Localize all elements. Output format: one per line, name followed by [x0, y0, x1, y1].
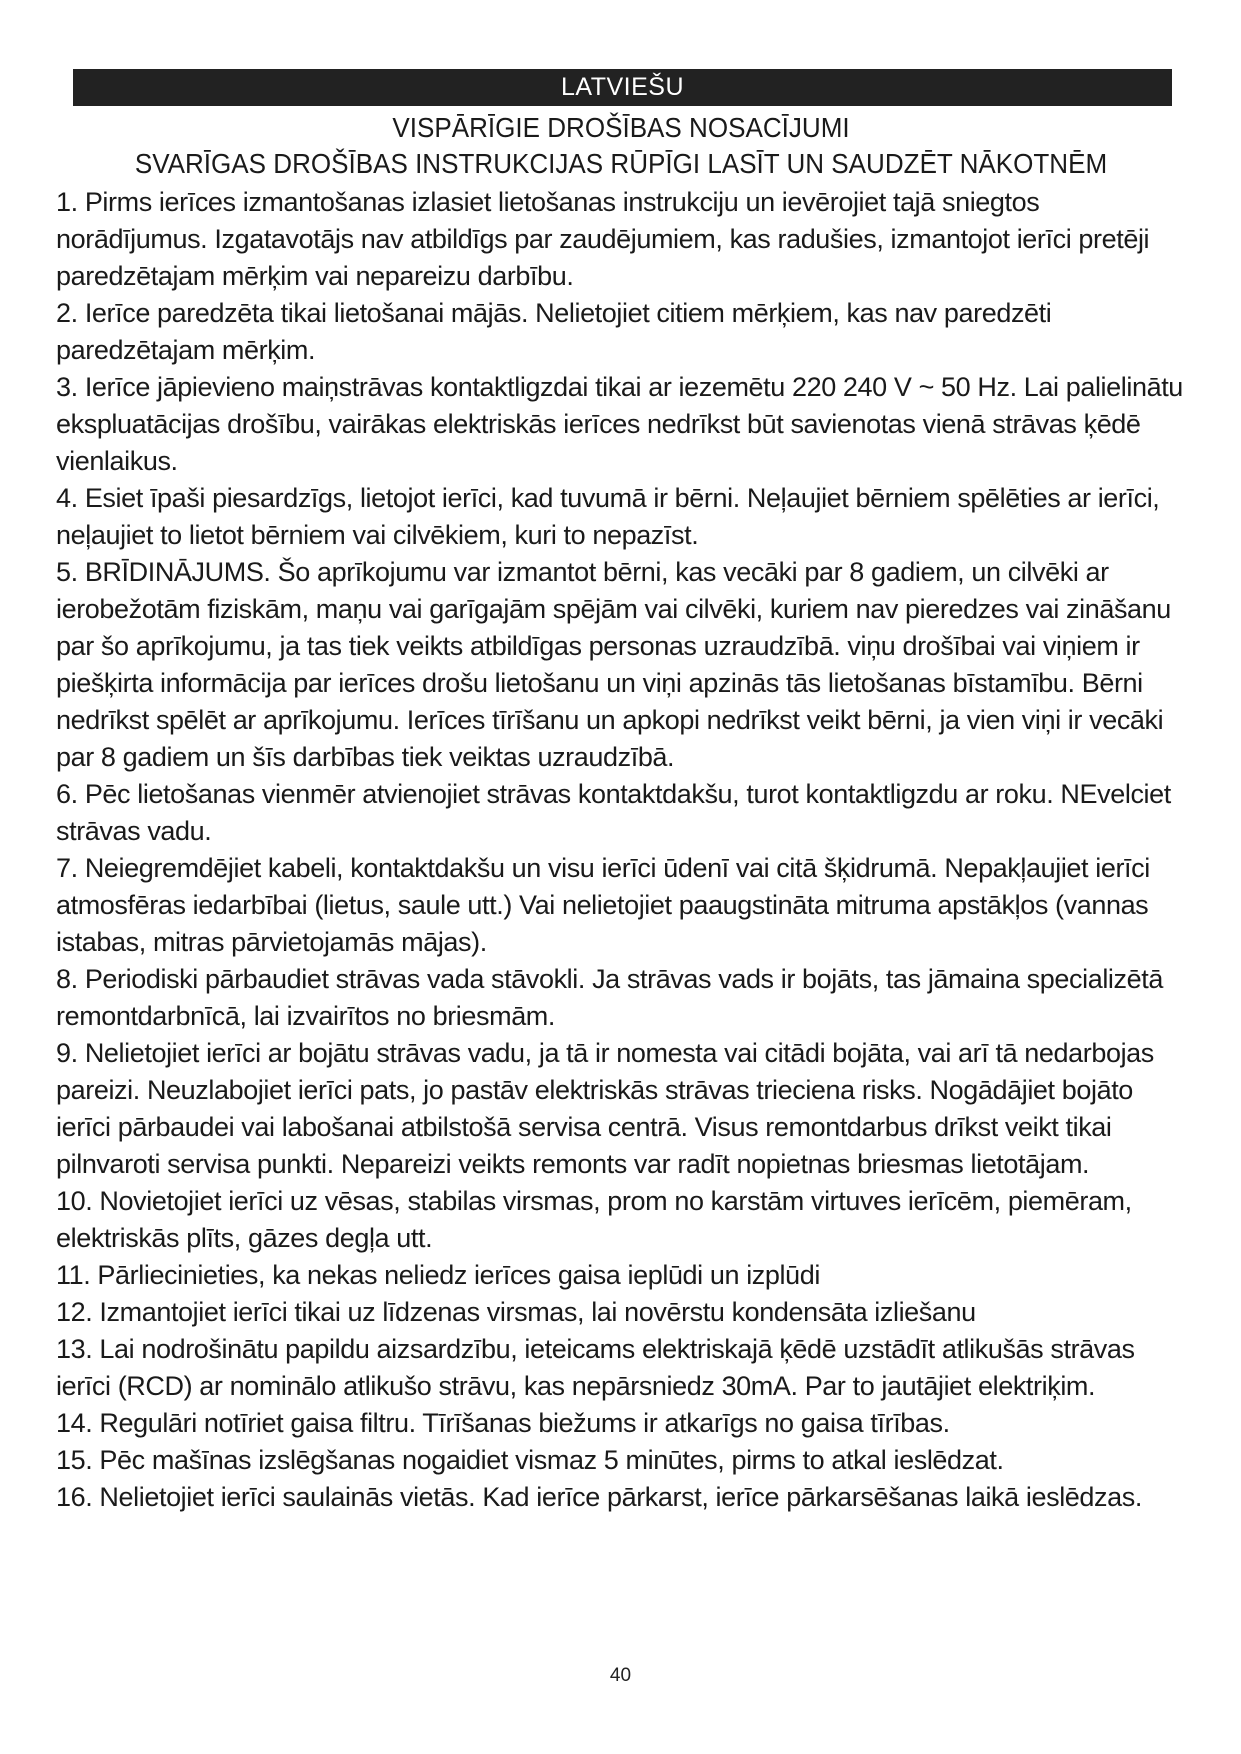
list-item: 15. Pēc mašīnas izslēgšanas nogaidiet vismaz 5 minūtes, pirms to atkal ieslēdzat. [56, 1445, 1004, 1475]
page-number: 40 [609, 1665, 632, 1686]
list-item: 10. Novietojiet ierīci uz vēsas, stabilas virsmas, prom no karstām virtuves ierīcēm, piemēram, elektriskās plīts, gāzes degļa utt. [56, 1186, 1132, 1253]
list-item: 4. Esiet īpaši piesardzīgs, lietojot ierīci, kad tuvumā ir bērni. Neļaujiet bērniem spēlēties ar ierīci, neļaujiet to lietot bērniem vai cilvēkiem, kuri to nepazīst. [56, 483, 1160, 550]
list-item: 13. Lai nodrošinātu papildu aizsardzību, ieteicams elektriskajā ķēdē uzstādīt atlikušās strāvas ierīci (RCD) ar nominālo atlikušo strāvu, kas nepārsniedz 30mA. Par to jautājiet elektriķim. [56, 1334, 1135, 1401]
list-item: 8. Periodiski pārbaudiet strāvas vada stāvokli. Ja strāvas vads ir bojāts, tas jāmaina specializētā remontdarbnīcā, lai izvairītos no briesmām. [56, 964, 1163, 1031]
list-item: 14. Regulāri notīriet gaisa filtru. Tīrīšanas biežums ir atkarīgs no gaisa tīrības. [56, 1408, 950, 1438]
list-item: 9. Nelietojiet ierīci ar bojātu strāvas vadu, ja tā ir nomesta vai citādi bojāta, vai arī tā nedarbojas pareizi. Neuzlabojiet ierīci pats, jo pastāv elektriskās strāvas trieciena risks. Nogādājiet bojāto ierīci pārbaudei vai labošanai atbilstošā servisa centrā. Visus remontdarbus drīkst veikt tikai pilnvaroti servisa punkti. Nepareizi veikts remonts var radīt nopietnas briesmas lietotājam. [56, 1038, 1154, 1179]
list-item: 6. Pēc lietošanas vienmēr atvienojiet strāvas kontaktdakšu, turot kontaktligzdu ar roku. NEvelciet strāvas vadu. [56, 779, 1171, 846]
list-item: 5. BRĪDINĀJUMS. Šo aprīkojumu var izmantot bērni, kas vecāki par 8 gadiem, un cilvēki ar ierobežotām fiziskām, maņu vai garīgajām spējām vai cilvēki, kuriem nav pieredzes vai zināšanu par šo aprīkojumu, ja tas tiek veikts atbildīgas personas uzraudzībā. viņu drošībai vai viņiem ir piešķirta informācija par ierīces drošu lietošanu un viņi apzinās tās lietošanas bīstamību. Bērni nedrīkst spēlēt ar aprīkojumu. Ierīces tīrīšanu un apkopi nedrīkst veikt bērni, ja vien viņi ir vecāki par 8 gadiem un šīs darbības tiek veiktas uzraudzībā. [56, 557, 1171, 772]
list-item: 1. Pirms ierīces izmantošanas izlasiet lietošanas instrukciju un ievērojiet tajā sniegtos norādījumus. Izgatavotājs nav atbildīgs par zaudējumiem, kas radušies, izmantojot ierīci pretēji paredzētajam mērķim vai nepareizu darbību. [56, 187, 1150, 291]
list-item: 11. Pārliecinieties, ka nekas neliedz ierīces gaisa ieplūdi un izplūdi [56, 1260, 820, 1290]
safety-instructions-list [56, 184, 1186, 1516]
list-item: 3. Ierīce jāpievieno maiņstrāvas kontaktligzdai tikai ar iezemētu 220 240 V ~ 50 Hz. Lai palielinātu ekspluatācijas drošību, vairākas elektriskās ierīces nedrīkst būt savienotas vienā strāvas ķēdē vienlaikus. [56, 372, 1183, 476]
section-subtitle: SVARĪGAS DROŠĪBAS INSTRUKCIJAS RŪPĪGI LASĪT UN SAUDZĒT NĀKOTNĒM [134, 148, 1108, 179]
list-item: 7. Neiegremdējiet kabeli, kontaktdakšu un visu ierīci ūdenī vai citā šķidrumā. Nepakļaujiet ierīci atmosfēras iedarbībai (lietus, saule utt.) Vai nelietojiet paaugstināta mitruma apstākļos (vannas istabas, mitras pārvietojamās mājas). [56, 853, 1150, 957]
document-content [56, 110, 1186, 1516]
language-header-bar [73, 69, 1172, 106]
language-label: LATVIEŠU [560, 73, 685, 101]
list-item: 12. Izmantojiet ierīci tikai uz līdzenas virsmas, lai novērstu kondensāta izliešanu [56, 1297, 976, 1327]
list-item: 16. Nelietojiet ierīci saulainās vietās. Kad ierīce pārkarst, ierīce pārkarsēšanas laikā ieslēdzas. [56, 1482, 1142, 1512]
list-item: 2. Ierīce paredzēta tikai lietošanai mājās. Nelietojiet citiem mērķiem, kas nav paredzēti paredzētajam mērķim. [56, 298, 1052, 365]
section-title: VISPĀRĪGIE DROŠĪBAS NOSACĪJUMI [392, 112, 850, 143]
